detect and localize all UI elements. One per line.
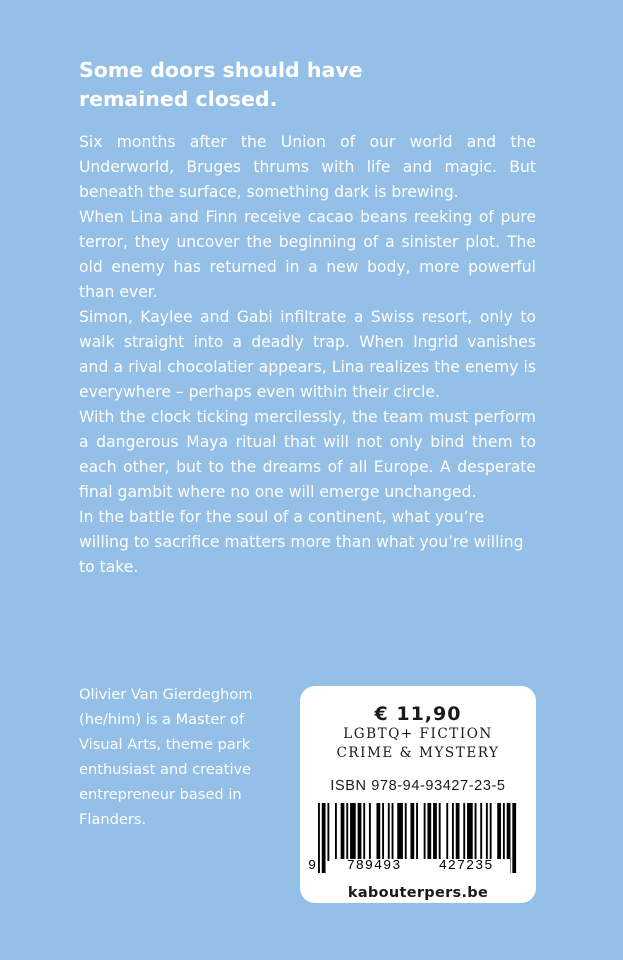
barcode-bar (397, 803, 403, 861)
barcode-bar (463, 803, 465, 861)
barcode-digits-left: 789493 (330, 859, 418, 874)
barcode-digits-right: 427235 (422, 859, 510, 874)
barcode-bar (410, 803, 414, 861)
blurb-paragraph: When Lina and Finn receive cacao beans reeking of pure terror, they uncover the beginning of a sinister plot. The old enemy has returned in a new body, more powerful than ever. (79, 208, 536, 301)
barcode-bar (388, 803, 390, 861)
barcode-bar (446, 803, 448, 861)
blurb-paragraph: With the clock ticking mercilessly, the team must perform a dangerous Maya ritual that will not only bind them to each other, but to the dreams of all Europe. A desperate final gambit where no one will emerge unchanged. (79, 408, 536, 501)
barcode-bar (327, 803, 329, 861)
barcode-bar (480, 803, 482, 861)
blurb-paragraph: Six months after the Union of our world and the Underworld, Bruges thrums with life and magic. But beneath the surface, something dark is brewing. (79, 133, 536, 201)
barcode-bar (452, 803, 454, 861)
barcode (308, 803, 518, 874)
barcode-bar (350, 803, 356, 861)
barcode-bar (358, 803, 362, 861)
barcode-digit: 9 (308, 859, 317, 874)
barcode-bar (439, 803, 441, 861)
barcode-bar (369, 803, 371, 861)
barcode-bar (512, 803, 516, 873)
barcode-bar (503, 803, 505, 861)
barcode-bar (427, 803, 431, 861)
price-label-box (300, 686, 536, 903)
barcode-bar (456, 803, 460, 861)
blurb-paragraph: Simon, Kaylee and Gabi infiltrate a Swiss resort, only to walk straight into a deadly trap. When Ingrid vanishes and a rival chocolatier appears, Lina realizes the enemy is everywhere – perhaps even within their circle. (79, 308, 536, 401)
barcode-bar (433, 803, 437, 861)
barcode-bar (363, 803, 365, 861)
genre-secondary: CRIME & MYSTERY (336, 745, 500, 761)
isbn: ISBN 978-94-93427-23-5 (330, 778, 506, 794)
barcode-bar (467, 803, 473, 861)
barcode-bar (497, 803, 501, 861)
barcode-bar (346, 803, 348, 861)
barcode-bar (322, 803, 326, 873)
barcode-bar (392, 803, 394, 861)
barcode-bar (475, 803, 477, 861)
author-bio: Olivier Van Gierdeghom (he/him) is a Master of Visual Arts, theme park enthusiast and creative entrepreneur based in Flanders. (79, 686, 253, 828)
barcode-bar (341, 803, 345, 861)
barcode-bar (382, 803, 384, 861)
price: € 11,90 (374, 703, 462, 725)
barcode-bar (335, 803, 337, 861)
tagline: Some doors should have remained closed. (79, 58, 363, 111)
genre-primary: LGBTQ+ FICTION (343, 726, 493, 742)
barcode-bar (486, 803, 488, 861)
publisher-url: kabouterpers.be (347, 885, 489, 901)
barcode-bar (376, 803, 380, 861)
blurb-paragraph: In the battle for the soul of a continent, what you’re willing to sacrifice matters more than what you’re willing to take. (79, 508, 524, 576)
barcode-bar (490, 803, 492, 861)
blurb (79, 130, 536, 580)
barcode-bar (405, 803, 407, 861)
barcode-bar (318, 803, 320, 873)
